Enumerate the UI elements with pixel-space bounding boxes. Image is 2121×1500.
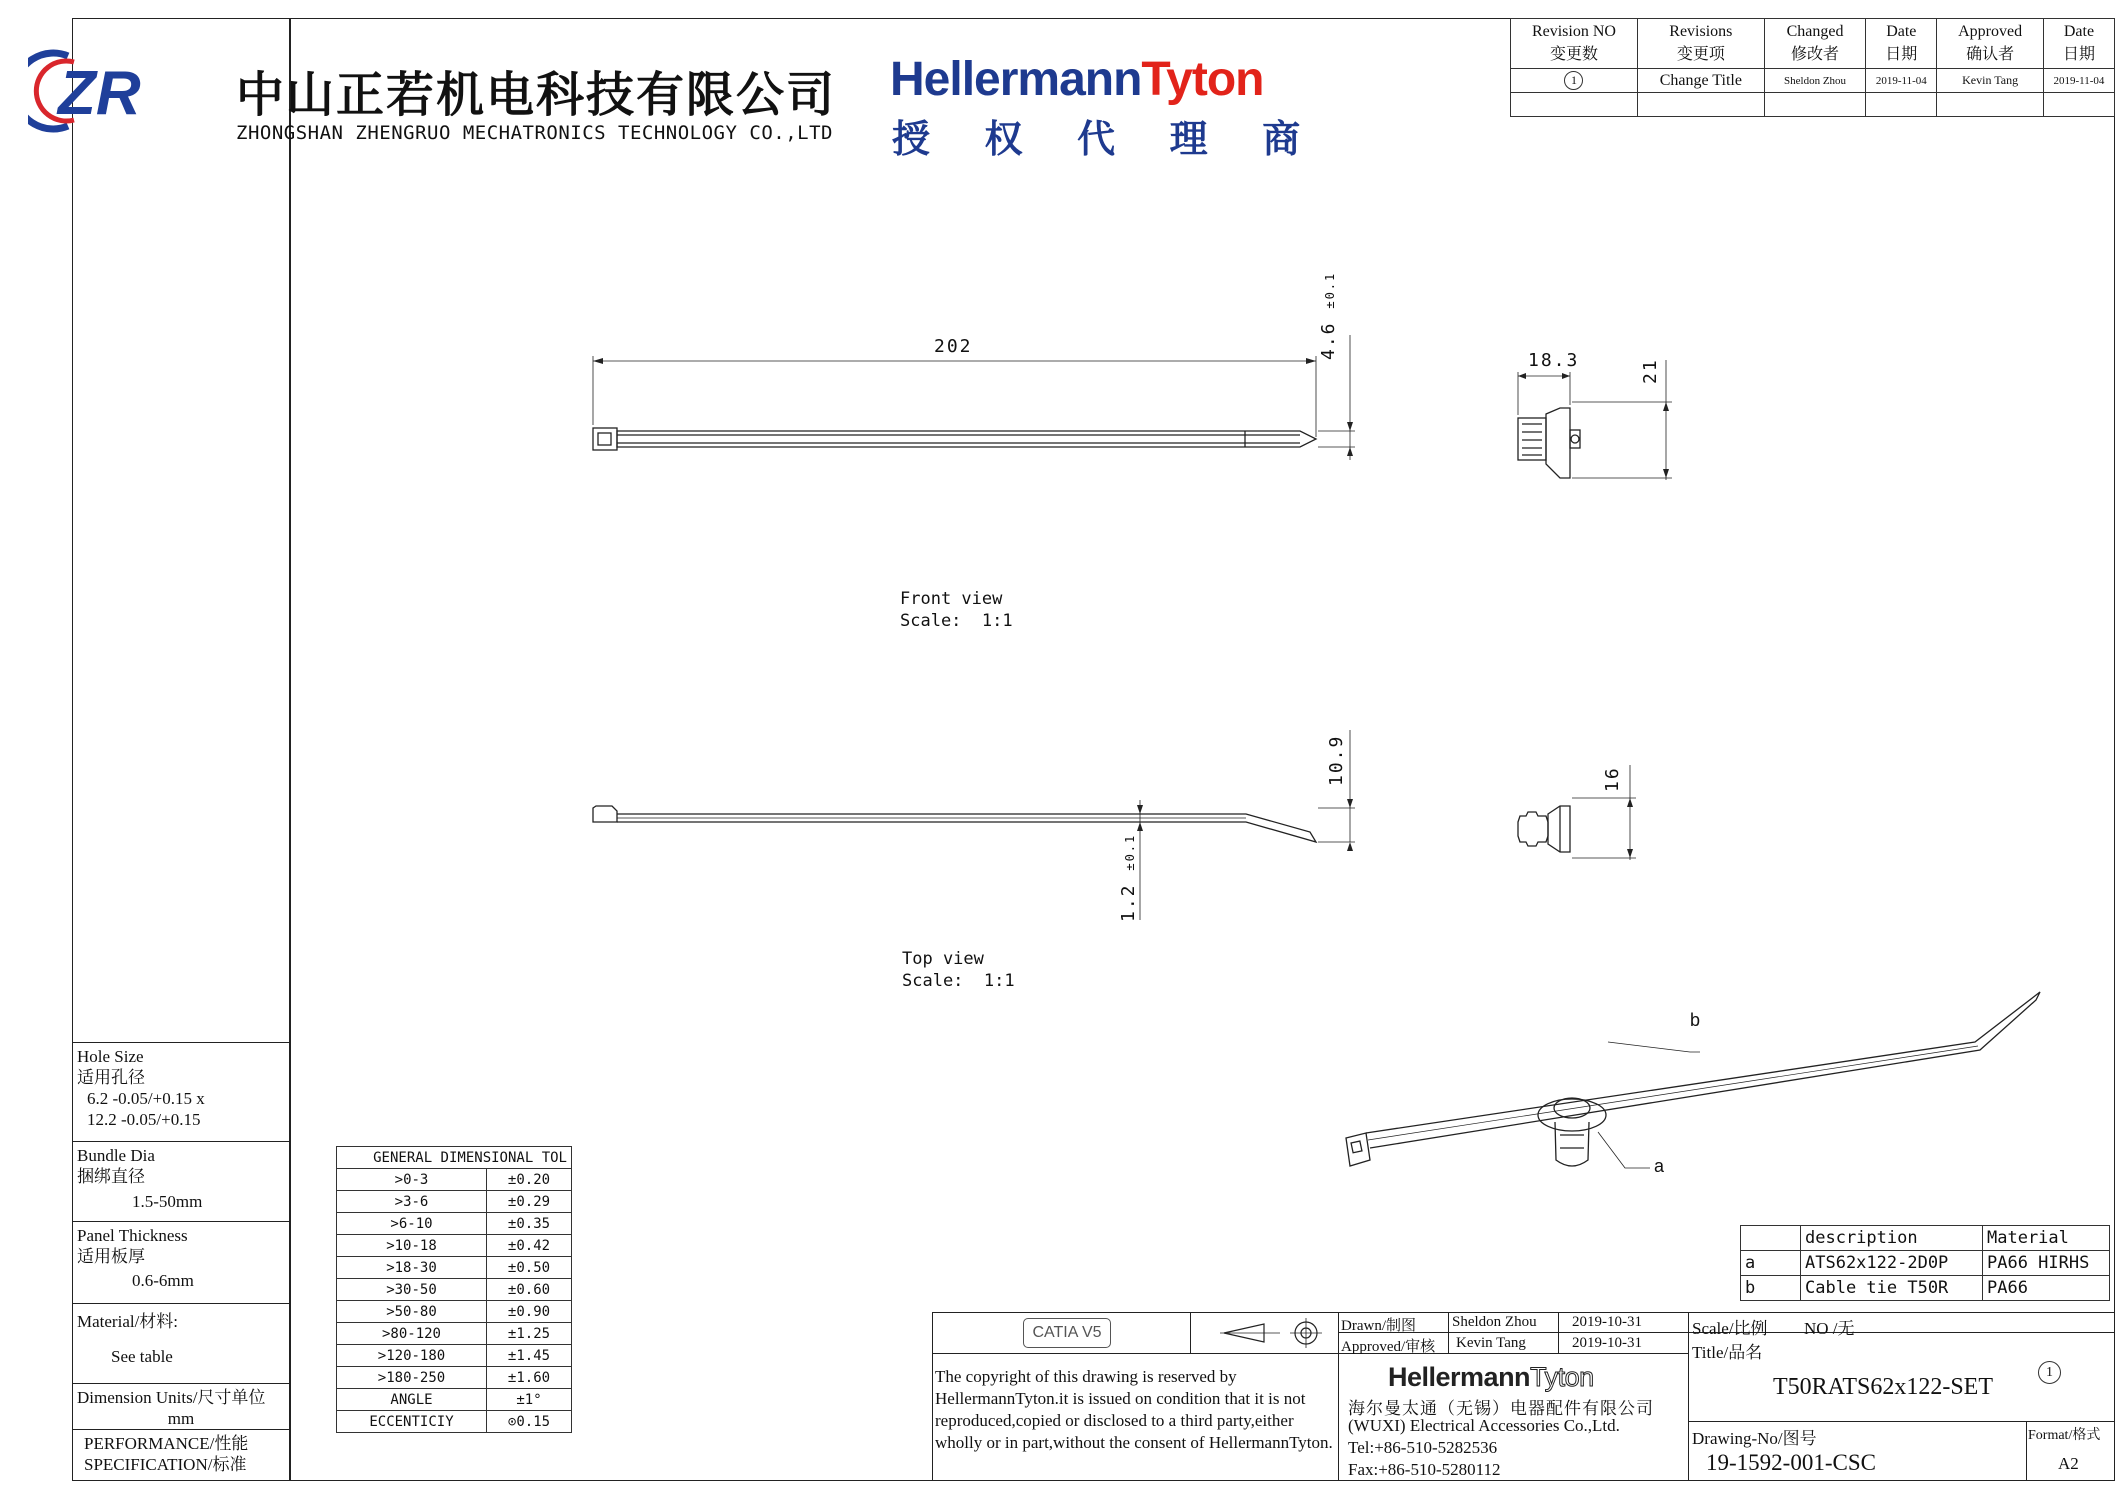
- rev-row-revision: Change Title: [1637, 69, 1764, 93]
- dim-thickness: [1118, 834, 1139, 922]
- tolerance-range: >50-80: [337, 1301, 487, 1323]
- material-cell: Material/材料: See table: [72, 1304, 290, 1384]
- iso-label-a: a: [1654, 1156, 1665, 1176]
- drawn-label: Drawn/制图: [1341, 1318, 1416, 1334]
- tolerance-value: ±1°: [487, 1389, 572, 1411]
- format-value: A2: [2058, 1454, 2079, 1473]
- table-row: [337, 1411, 572, 1433]
- title-tel: Tel:+86-510-5282536: [1348, 1438, 1498, 1457]
- dim-clip-height: 21: [1640, 358, 1661, 384]
- iso-label-b: b: [1690, 1010, 1701, 1030]
- dim-length: 202: [934, 336, 973, 357]
- brand-part1: Hellermann: [890, 53, 1142, 106]
- tolerance-range: >80-120: [337, 1323, 487, 1345]
- title-brand-logo: [1388, 1362, 1594, 1393]
- approved-date: 2019-10-31: [1572, 1335, 1642, 1351]
- tolerance-title: GENERAL DIMENSIONAL TOL: [337, 1147, 572, 1169]
- table-row: [337, 1279, 572, 1301]
- dim-width-value: 4.6: [1318, 321, 1339, 360]
- projection-symbol-icon: [1220, 1318, 1330, 1348]
- approved-label: Approved/审核: [1341, 1339, 1436, 1355]
- tolerance-range: >3-6: [337, 1191, 487, 1213]
- table-row: [337, 1301, 572, 1323]
- tolerance-table: [336, 1146, 572, 1433]
- title-company-cn: 海尔曼太通（无锡）电器配件有限公司: [1348, 1399, 1654, 1418]
- catia-badge: CATIA V5: [1023, 1318, 1111, 1348]
- bundle-dia-cell: Bundle Dia 捆绑直径 1.5-50mm: [72, 1142, 290, 1222]
- tolerance-value: ±0.20: [487, 1169, 572, 1191]
- company-name-cn: 中山正若机电科技有限公司: [236, 69, 837, 122]
- tolerance-value: ±0.29: [487, 1191, 572, 1213]
- rev-header-changed: Changed 修改者: [1764, 19, 1866, 69]
- tolerance-range: >10-18: [337, 1235, 487, 1257]
- tolerance-range: >0-3: [337, 1169, 487, 1191]
- table-row: [337, 1191, 572, 1213]
- table-row: [337, 1367, 572, 1389]
- rev-circle-badge: 1: [1564, 71, 1583, 90]
- hole-size-cell: Hole Size 适用孔径 6.2 -0.05/+0.15 x 12.2 -0.05/+0.15: [72, 1042, 290, 1142]
- dim-clip-width: 18.3: [1528, 350, 1580, 371]
- table-row: [337, 1169, 572, 1191]
- scale-label: Scale/比例: [1692, 1319, 1768, 1338]
- parts-header-index: [1741, 1226, 1801, 1251]
- tolerance-value: ±0.60: [487, 1279, 572, 1301]
- dim-width-tol: ±0.1: [1323, 271, 1337, 309]
- title-brand-part2: Tyton: [1530, 1362, 1594, 1392]
- panel-thickness-cell: Panel Thickness 适用板厚 0.6-6mm: [72, 1222, 290, 1304]
- tolerance-value: ±0.35: [487, 1213, 572, 1235]
- performance-cell: PERFORMANCE/性能 SPECIFICATION/标准: [84, 1434, 249, 1474]
- dim-thickness-tol: ±0.1: [1123, 833, 1137, 871]
- dim-head-height: 10.9: [1326, 734, 1347, 786]
- tolerance-range: >120-180: [337, 1345, 487, 1367]
- company-name-en: ZHONGSHAN ZHENGRUO MECHATRONICS TECHNOLOGY CO.,LTD: [236, 122, 833, 144]
- rev-row-changed: Sheldon Zhou: [1764, 69, 1866, 93]
- tolerance-range: >18-30: [337, 1257, 487, 1279]
- scale-value: NO /无: [1804, 1319, 1855, 1338]
- title-value: T50RATS62x122-SET: [1772, 1374, 1993, 1400]
- tolerance-value: ±1.25: [487, 1323, 572, 1345]
- tolerance-range: >30-50: [337, 1279, 487, 1301]
- tolerance-value: ±0.90: [487, 1301, 572, 1323]
- tolerance-range: >6-10: [337, 1213, 487, 1235]
- title-fax: Fax:+86-510-5280112: [1348, 1460, 1501, 1479]
- rev-header-no: Revision NO 变更数: [1511, 19, 1638, 69]
- dim-clip-side-height: 16: [1602, 766, 1623, 792]
- rev-header-date: Date 日期: [1866, 19, 1937, 69]
- title-label: Title/品名: [1692, 1343, 1763, 1362]
- tolerance-range: >180-250: [337, 1367, 487, 1389]
- dim-thickness-value: 1.2: [1118, 883, 1139, 922]
- table-row: [337, 1257, 572, 1279]
- rev-row-approved: Kevin Tang: [1937, 69, 2044, 93]
- dimension-units-cell: Dimension Units/尺寸单位 mm: [72, 1384, 290, 1430]
- drawn-by: Sheldon Zhou: [1452, 1314, 1537, 1330]
- tolerance-value: ±1.60: [487, 1367, 572, 1389]
- drawing-no-label: Drawing-No/图号: [1692, 1429, 1817, 1448]
- top-view-caption: Top view Scale: 1:1: [902, 949, 1015, 991]
- tolerance-value: ±0.42: [487, 1235, 572, 1257]
- rev-header-revisions: Revisions 变更项: [1637, 19, 1764, 69]
- copyright-notice: The copyright of this drawing is reserved by HellermannTyton.it is issued on condition that it is not reproduced,copied or disclosed to a third party,either wholly or in part,without the consent of HellermannTyton.: [935, 1367, 1333, 1452]
- table-row: [337, 1389, 572, 1411]
- tolerance-value: ±1.45: [487, 1345, 572, 1367]
- table-row: [337, 1323, 572, 1345]
- table-row: [337, 1213, 572, 1235]
- top-view-cable-tie: [593, 730, 1355, 920]
- format-label: Format/格式: [2028, 1428, 2101, 1443]
- table-row: [337, 1345, 572, 1367]
- drawn-date: 2019-10-31: [1572, 1314, 1642, 1330]
- front-view-caption: Front view Scale: 1:1: [900, 589, 1013, 631]
- rev-header-date2: Date 日期: [2043, 19, 2114, 69]
- rev-header-approved: Approved 确认者: [1937, 19, 2044, 69]
- tolerance-range: ECCENTICIY: [337, 1411, 487, 1433]
- tolerance-value: ⊙0.15: [487, 1411, 572, 1433]
- authorized-dealer-cn: 授 权 代 理 商: [892, 119, 1323, 161]
- parts-header-description: description: [1801, 1226, 1983, 1251]
- title-brand-part1: Hellermann: [1388, 1362, 1531, 1392]
- title-rev-badge: 1: [2038, 1361, 2061, 1384]
- table-row: a ATS62x122-2D0P PA66 HIRHS: [1741, 1251, 2110, 1276]
- table-row: [337, 1235, 572, 1257]
- logo-text: ZR: [58, 59, 141, 128]
- parts-table: [1740, 1225, 2110, 1301]
- front-view-cable-tie: [593, 335, 1355, 460]
- parts-header-material: Material: [1983, 1226, 2110, 1251]
- table-row: b Cable tie T50R PA66: [1741, 1276, 2110, 1301]
- drawing-no: 19-1592-001-CSC: [1706, 1450, 1876, 1475]
- rev-row-date: 2019-11-04: [1866, 69, 1937, 93]
- tolerance-value: ±0.50: [487, 1257, 572, 1279]
- approved-by: Kevin Tang: [1456, 1335, 1526, 1351]
- dim-width: [1318, 272, 1339, 360]
- brand-part2: Tyton: [1141, 53, 1264, 106]
- title-company-en: (WUXI) Electrical Accessories Co.,Ltd.: [1348, 1416, 1620, 1435]
- tolerance-range: ANGLE: [337, 1389, 487, 1411]
- rev-row-date2: 2019-11-04: [2043, 69, 2114, 93]
